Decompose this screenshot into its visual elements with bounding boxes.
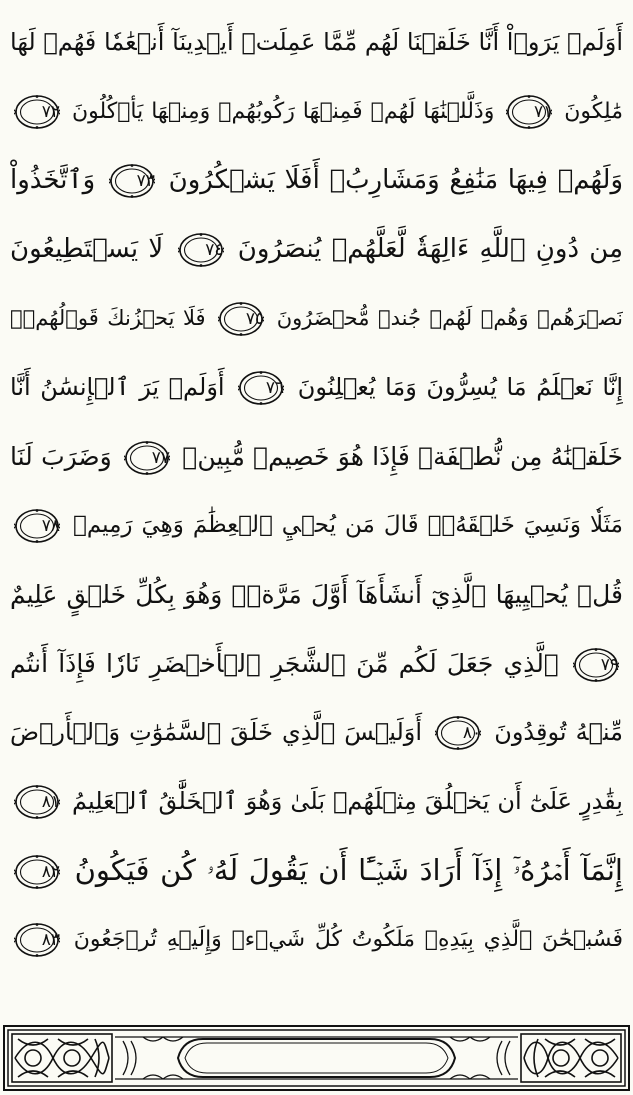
- ayah-number-marker: [238, 370, 284, 406]
- verse-line: [10, 422, 623, 491]
- verse-line: [10, 698, 623, 767]
- verse-text: وَضَرَبَ لَنَا: [10, 442, 112, 471]
- ayah-number: ٧٣: [136, 170, 155, 191]
- verse-text: خَلَقۡنَٰهُ مِن نُّطۡفَةٖ فَإِذَا هُوَ خَصِيمٞ مُّبِينٞ: [182, 442, 623, 471]
- verse-text: مَثَلٗا وَنَسِيَ خَلۡقَهُۥۖ قَالَ مَن يُحۡيِ ٱلۡعِظَٰمَ وَهِيَ رَمِيمٞ: [73, 512, 623, 538]
- ayah-number-marker: [14, 784, 60, 820]
- ayah-number-marker: [14, 508, 60, 544]
- verse-text: وَلَهُمۡ فِيهَا مَنَٰفِعُ وَمَشَارِبُۚ أَفَلَا يَشۡكُرُونَ: [168, 165, 623, 195]
- verse-text: لَا يَسۡتَطِيعُونَ: [10, 234, 164, 264]
- verse-line: [10, 491, 623, 560]
- ayah-number-marker: [573, 647, 619, 683]
- verse-line: [10, 560, 623, 629]
- verse-text: مَٰلِكُونَ: [564, 99, 623, 124]
- verse-text-block: [10, 8, 623, 1008]
- ayah-number-marker: [14, 854, 60, 890]
- ayah-number: ٨٠: [462, 723, 482, 743]
- verse-text: فَلَا يَحۡزُنكَ قَوۡلُهُمۡۘ: [10, 306, 206, 330]
- verse-text: إِنَّمَآ أَمۡرُهُۥٓ إِذَآ أَرَادَ شَيۡـًٔا أَن يَقُولَ لَهُۥ كُن فَيَكُونُ: [74, 853, 623, 887]
- verse-line: [10, 905, 623, 974]
- verse-line: [10, 284, 623, 353]
- verse-text: فَسُبۡحَٰنَ ٱلَّذِي بِيَدِهِۦ مَلَكُوتُ كُلِّ شَيۡءٖ وَإِلَيۡهِ تُرۡجَعُونَ: [73, 927, 623, 952]
- ayah-number: ٧٨: [41, 515, 60, 536]
- ayah-number: ٧٦: [265, 378, 285, 398]
- verse-text: أَوَلَمۡ يَرَ ٱلۡإِنسَٰنُ أَنَّا: [10, 373, 225, 401]
- ayah-number-marker: [14, 922, 60, 958]
- ayah-number: ٧٤: [205, 239, 224, 260]
- ayah-number: ٧٧: [151, 448, 171, 468]
- ayah-number-marker: [218, 301, 264, 337]
- verse-text: إِنَّا نَعۡلَمُ مَا يُسِرُّونَ وَمَا يُعۡلِنُونَ: [297, 373, 623, 401]
- verse-line: [10, 353, 623, 422]
- ayah-number-marker: [124, 440, 170, 476]
- page-number: [3, 1025, 630, 1091]
- ayah-number: ٧١: [534, 102, 553, 122]
- verse-text: قُلۡ يُحۡيِيهَا ٱلَّذِيٓ أَنشَأَهَآ أَوَّلَ مَرَّةٖۖ وَهُوَ بِكُلِّ خَلۡقٍ عَلِيمٌ: [10, 580, 623, 609]
- verse-text: وَٱتَّخَذُواْ: [10, 165, 96, 195]
- verse-text: بِقَٰدِرٍ عَلَىٰٓ أَن يَخۡلُقَ مِثۡلَهُمۚ بَلَىٰ وَهُوَ ٱلۡخَلَّٰقُ ٱلۡعَلِيمُ: [72, 787, 623, 815]
- ayah-number: ٨٣: [41, 930, 60, 950]
- ayah-number: ٧٥: [245, 309, 265, 329]
- ayah-number: ٨١: [41, 792, 60, 812]
- ayah-number: ٨٢: [41, 862, 60, 882]
- verse-text: مِّنۡهُ تُوقِدُونَ: [494, 718, 623, 746]
- verse-line: [10, 836, 623, 905]
- verse-line: [10, 8, 623, 77]
- verse-text: وَذَلَّلۡنَٰهَا لَهُمۡ فَمِنۡهَا رَكُوبُهُمۡ وَمِنۡهَا يَأۡكُلُونَ: [71, 99, 495, 124]
- ayah-number: ٧٩: [600, 655, 619, 675]
- verse-line: [10, 77, 623, 146]
- verse-text: ٱلَّذِي جَعَلَ لَكُم مِّنَ ٱلشَّجَرِ ٱلۡأَخۡضَرِ نَارٗا فَإِذَآ أَنتُم: [10, 649, 559, 678]
- verse-line: [10, 215, 623, 284]
- ayah-number-marker: [14, 94, 60, 130]
- verse-text: مِن دُونِ ٱللَّهِ ءَالِهَةٗ لَّعَلَّهُمۡ يُنصَرُونَ: [237, 234, 623, 264]
- ayah-number: ٧٢: [41, 102, 60, 122]
- verse-text: أَوَلَيۡسَ ٱلَّذِي خَلَقَ ٱلسَّمَٰوَٰتِ وَٱلۡأَرۡضَ: [10, 718, 423, 746]
- ayah-number-marker: [178, 232, 224, 268]
- verse-line: [10, 146, 623, 215]
- verse-line: [10, 629, 623, 698]
- ayah-number-marker: [435, 715, 481, 751]
- verse-line: [10, 767, 623, 836]
- ayah-number-marker: [506, 94, 552, 130]
- verse-text: نَصۡرَهُمۡ وَهُمۡ لَهُمۡ جُندٞ مُّحۡضَرُونَ: [276, 306, 623, 330]
- page-footer-ornament: [3, 1025, 630, 1091]
- ayah-number-marker: [109, 163, 155, 199]
- verse-text: أَوَلَمۡ يَرَوۡاْ أَنَّا خَلَقۡنَا لَهُم مِّمَّا عَمِلَتۡ أَيۡدِينَآ أَنۡعَٰمٗا فَهُمۡ لَهَا: [10, 28, 623, 56]
